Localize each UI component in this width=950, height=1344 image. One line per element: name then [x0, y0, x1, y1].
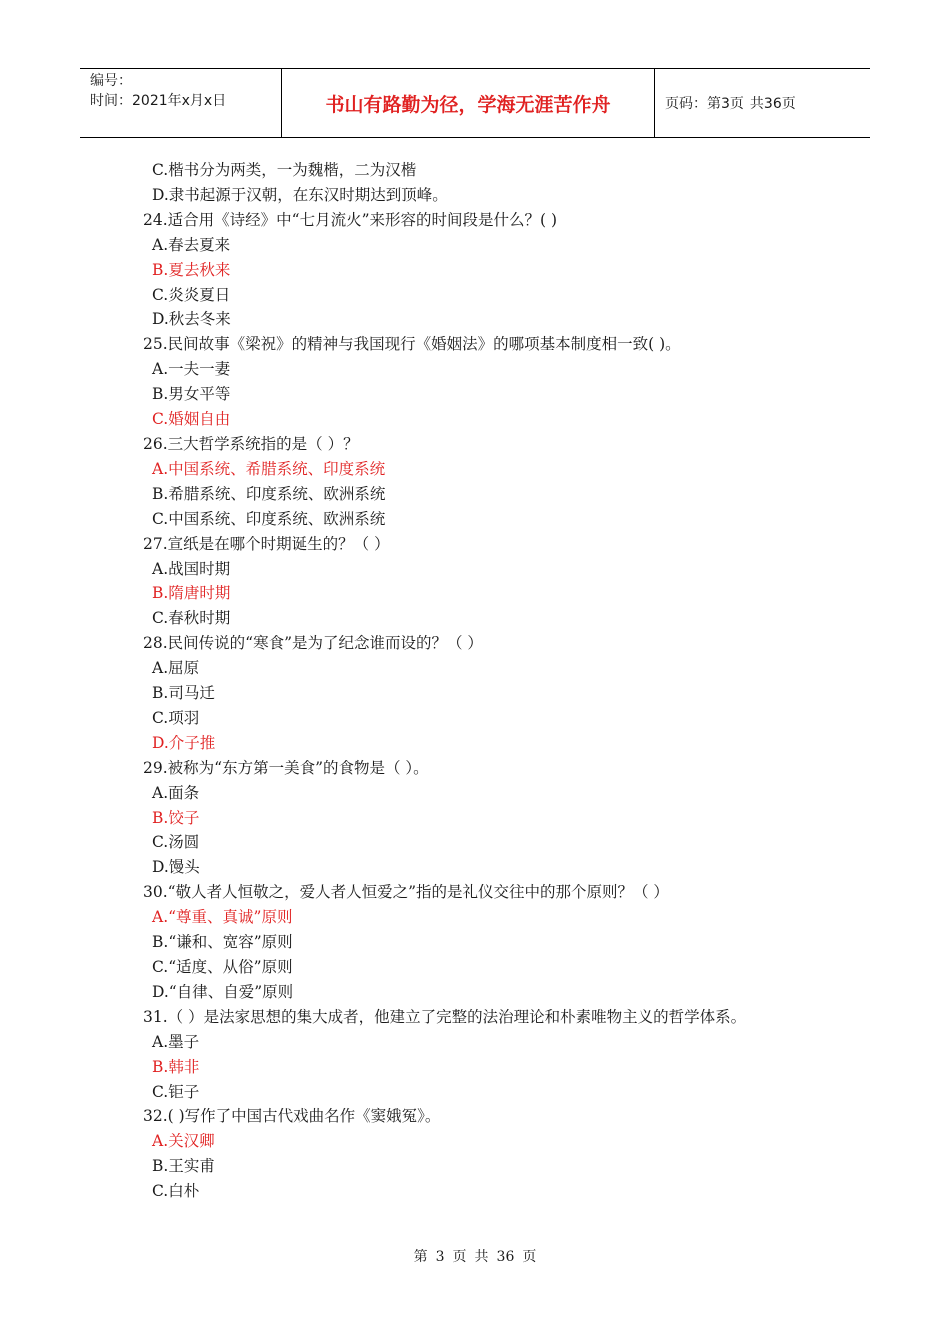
- header-page-number: 页码：第3页: [665, 96, 744, 112]
- question-text: 26.三大哲学系统指的是（ ）？: [143, 434, 359, 453]
- question-text: 27.宣纸是在哪个时期诞生的？（ ）: [143, 534, 390, 553]
- answer-option: A.墨子: [152, 1032, 200, 1051]
- answer-option-correct: A.中国系统、希腊系统、印度系统: [152, 459, 386, 478]
- question-text: 32.( )写作了中国古代戏曲名作《窦娥冤》。: [143, 1107, 441, 1126]
- answer-option: C.汤圆: [152, 833, 200, 852]
- answer-option: C.炎炎夏日: [152, 285, 231, 304]
- question-text: 24.适合用《诗经》中“七月流火”来形容的时间段是什么？( ): [143, 210, 558, 229]
- header-page-total: 共36页: [749, 96, 796, 112]
- page-header: [80, 68, 870, 138]
- answer-option: C.春秋时期: [152, 609, 231, 628]
- footer-total-pages: 36: [496, 1249, 515, 1265]
- page-footer: [0, 1246, 950, 1266]
- question-text: 29.被称为“东方第一美食”的食物是（ ）。: [143, 758, 429, 777]
- document-number-label: 编号：: [90, 73, 132, 89]
- answer-option-correct: D.介子推: [152, 733, 216, 752]
- answer-option: A.面条: [152, 783, 200, 802]
- footer-di: 第: [413, 1249, 428, 1265]
- answer-option: A.春去夏来: [152, 235, 231, 254]
- answer-option-correct: B.隋唐时期: [152, 584, 231, 603]
- header-motto: 书山有路勤为径，学海无涯苦作舟: [282, 69, 655, 137]
- answer-option: A.屈原: [152, 659, 200, 678]
- answer-option: C.钜子: [152, 1082, 200, 1101]
- answer-option-correct: B.夏去秋来: [152, 260, 231, 279]
- footer-ye: 页: [452, 1249, 467, 1265]
- answer-option: D.隶书起源于汉朝，在东汉时期达到顶峰。: [152, 185, 448, 204]
- answer-option-correct: B.韩非: [152, 1057, 200, 1076]
- question-list: [143, 158, 823, 1204]
- answer-option-correct: C.婚姻自由: [152, 410, 231, 429]
- answer-option: D.秋去冬来: [152, 310, 231, 329]
- question-text: 25.民间故事《梁祝》的精神与我国现行《婚姻法》的哪项基本制度相一致( )。: [143, 335, 681, 354]
- header-page-info: [655, 69, 870, 137]
- question-text: 28.民间传说的“寒食”是为了纪念谁而设的？（ ）: [143, 634, 483, 653]
- answer-option: D.“自律、自爱”原则: [152, 982, 294, 1001]
- answer-option: C.楷书分为两类，一为魏楷，二为汉楷: [152, 161, 417, 179]
- answer-option-correct: A.关汉卿: [152, 1132, 215, 1151]
- answer-option: B.希腊系统、印度系统、欧洲系统: [152, 484, 386, 503]
- answer-option: B.“谦和、宽容”原则: [152, 933, 293, 952]
- answer-option: B.司马迁: [152, 684, 215, 703]
- answer-option: C.白朴: [152, 1182, 200, 1201]
- answer-option: C.中国系统、印度系统、欧洲系统: [152, 509, 386, 528]
- question-text: 30.“敬人者人恒敬之，爱人者人恒爱之”指的是礼仪交往中的那个原则？（ ）: [143, 883, 669, 902]
- answer-option: D.馒头: [152, 858, 200, 877]
- answer-option: A.一夫一妻: [152, 360, 231, 379]
- answer-option: C.“适度、从俗”原则: [152, 958, 293, 976]
- answer-option: C.项羽: [152, 708, 200, 727]
- question-text: 31.（ ）是法家思想的集大成者，他建立了完整的法治理论和朴素唯物主义的哲学体系。: [143, 1007, 747, 1026]
- header-meta: [80, 69, 282, 137]
- footer-ye-2: 页: [522, 1249, 537, 1265]
- answer-option-correct: A.“尊重、真诚”原则: [152, 908, 293, 927]
- answer-option: A.战国时期: [152, 559, 231, 578]
- answer-option: B.男女平等: [152, 385, 231, 404]
- document-time-label: 时间：2021年x月x日: [90, 93, 227, 109]
- footer-gong: 共: [474, 1249, 489, 1265]
- answer-option-correct: B.饺子: [152, 808, 200, 827]
- answer-option: B.王实甫: [152, 1157, 215, 1176]
- footer-page-number: 3: [435, 1249, 445, 1265]
